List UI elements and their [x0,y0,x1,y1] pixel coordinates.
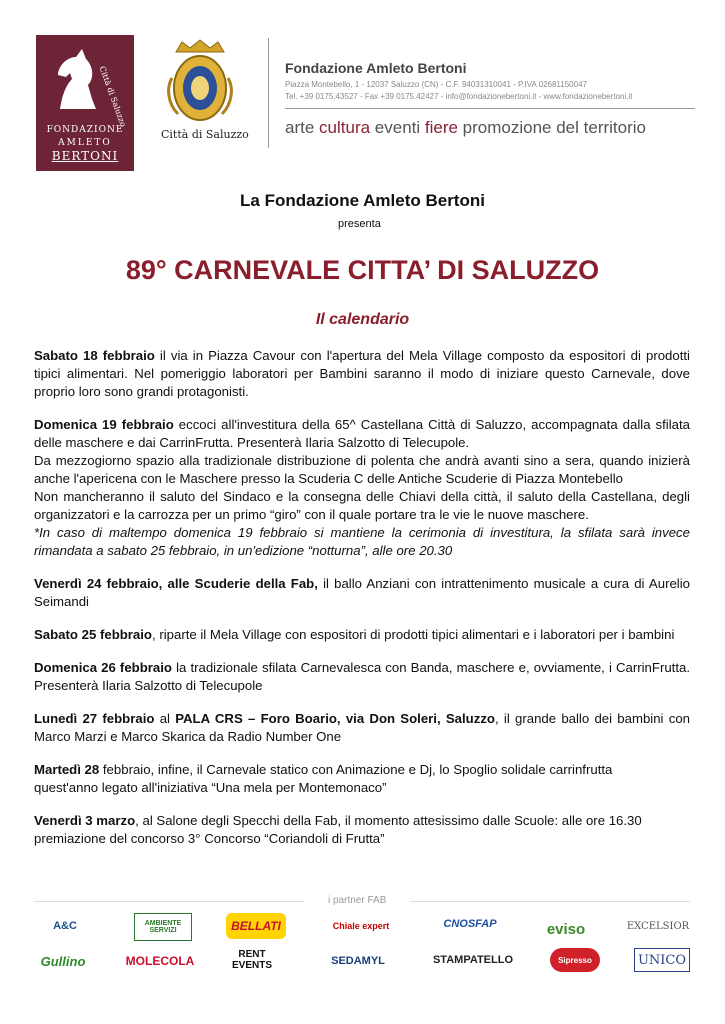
tagline-rest: promozione del territorio [457,118,646,137]
tagline-fiere: fiere [424,118,458,137]
logo-line3: BERTONI [51,149,119,163]
event-item [34,761,690,797]
partner-logo-ac: A&C [53,920,77,932]
tagline-eventi: eventi [370,118,425,137]
event-item [34,710,690,746]
event-date: Domenica 26 febbraio [34,660,172,675]
event-text: al [154,711,176,726]
event-note: *In caso di maltempo domenica 19 febbraio si mantiene la cerimonia di investitura, la sfilata sarà invece rimandata a sabato 25 febbraio, in un'edizione “notturna”, alle ore 20.30 [34,525,690,558]
page-subtitle: Il calendario [315,311,410,328]
event-date: Martedì 28 [34,762,100,777]
partner-logo-unico: UNICO [634,948,690,972]
partners-rule-left [34,901,304,902]
partner-logo-gullino: Gullino [40,953,86,969]
event-text: , al Salone degli Specchi della Fab, il momento attesissimo dalle Scuole: alle ore 16.30 [135,813,642,828]
event-text: , il grande ballo dei bambini con Marco Marzi e Marco Skarica da Radio Number One [34,711,690,744]
event-text: la tradizionale sfilata Carnevalesca con Banda, maschere e, ovviamente, i CarrinFrutta. Presenterà Ilaria Salzotto di Telecupole [34,660,690,693]
tagline-cultura: cultura [319,118,371,137]
partner-logo-cnosfap: CNOSFAP [443,918,497,930]
event-item [34,575,690,611]
partners-title: i partner FAB [328,895,387,906]
event-text: , riparte il Mela Village con espositori di prodotti tipici alimentari e i laboratori per i bambini [152,627,675,642]
event-line: Non mancheranno il saluto del Sindaco e la consegna delle Chiavi della città, il saluto della Castellana, degli organizzatori e la carrozza per un primo “giro” con il quale portare tra le vie le nuove maschere. [34,489,690,522]
org-address: Piazza Montebello, 1 - 12037 Saluzzo (CN) - C.F. 94031310041 - P.IVA 02681150047 [285,80,587,89]
foundation-heading: La Fondazione Amleto Bertoni [240,191,485,210]
event-line: Da mezzogiorno spazio alla tradizionale distribuzione di polenta che andrà avanti sino a sera, quando inizierà anche l'apericena con le Maschere presso la Scuderia C delle Antiche Scuderie di Piazza Montebello [34,453,690,486]
event-text: eccoci all'investitura della 65^ Castellana Città di Saluzzo, accompagnata dalla sfilata delle maschere e dai CarrinFrutta. Presenterà Ilaria Salzotto di Telecupole. [34,417,691,450]
event-place: PALA CRS – Foro Boario, via Don Soleri, Saluzzo [175,711,495,726]
logo-line1: FONDAZIONE [46,125,124,135]
event-date: Domenica 19 febbraio [34,417,174,432]
event-date: Lunedì 27 febbraio [34,711,155,726]
fondazione-logo [36,35,134,171]
event-date: Venerdì 3 marzo [34,813,136,828]
event-date: Sabato 18 febbraio [34,348,155,363]
event-line: quest'anno legato all'iniziativa “Una mela per Montemonaco” [34,780,387,795]
event-line [34,812,690,830]
partner-logo-sipresso: Sipresso [550,948,600,972]
event-item [34,416,690,560]
event-item [34,626,690,644]
tagline-arte: arte [285,118,320,137]
chess-knight-icon [48,45,108,111]
partner-logo-stampatello: STAMPATELLO [432,954,514,966]
header-divider [268,38,269,148]
partner-logo-eviso: eviso [546,920,586,938]
partner-logo-ambiente: AMBIENTE SERVIZI [134,913,192,941]
partner-logo-excelsior: EXCELSIOR [626,920,690,932]
tagline [285,118,646,138]
calendar-body [34,347,690,863]
event-item [34,347,690,401]
partner-logo-bellati: BELLATI [226,913,286,939]
event-text: il ballo Anziani con intrattenimento musicale a cura di Aurelio Seimandi [34,576,690,609]
header-rule [285,108,695,109]
page-title: 89° CARNEVALE CITTA’ DI SALUZZO [125,255,600,285]
event-text: il via in Piazza Cavour con l'apertura del Mela Village composto da espositori di prodotti tipici alimentari. Nel pomeriggio laboratori per Bambini saranno il modo di iniziare questo Carnevale, dove proprio loro sono grandi protagonisti. [34,348,690,399]
logo-arc-text: Città di Saluzzo [97,65,128,129]
event-text: febbraio, infine, il Carnevale statico con Animazione e Dj, lo Spoglio solidale carrinfrutta [99,762,613,777]
city-crest-icon [162,38,238,124]
partners-rule-right [410,901,690,902]
event-line: premiazione del concorso 3° Concorso “Coriandoli di Frutta” [34,831,385,846]
partner-logo-rent-events: RENT EVENTS [231,949,272,971]
partner-logo-molecola: MOLECOLA [125,954,195,968]
org-contacts: Tel. +39 0175.43527 - Fax +39 0175.42427 - info@fondazionebertoni.it - www.fondazionebertoni.it [285,92,633,101]
partner-logo-sedamyl: SEDAMYL [331,955,385,967]
partner-logo-chiale: Chiale expert [332,921,390,931]
event-item [34,812,690,848]
presents-label: presenta [338,218,381,230]
event-date: Venerdì 24 febbraio, alle Scuderie della Fab, [34,576,318,591]
event-line [34,761,690,779]
event-item [34,659,690,695]
event-line [34,416,690,452]
crest-label: Città di Saluzzo [161,128,249,141]
org-name: Fondazione Amleto Bertoni [285,60,467,76]
event-date: Sabato 25 febbraio [34,627,152,642]
logo-line2: AMLETO [58,138,112,148]
